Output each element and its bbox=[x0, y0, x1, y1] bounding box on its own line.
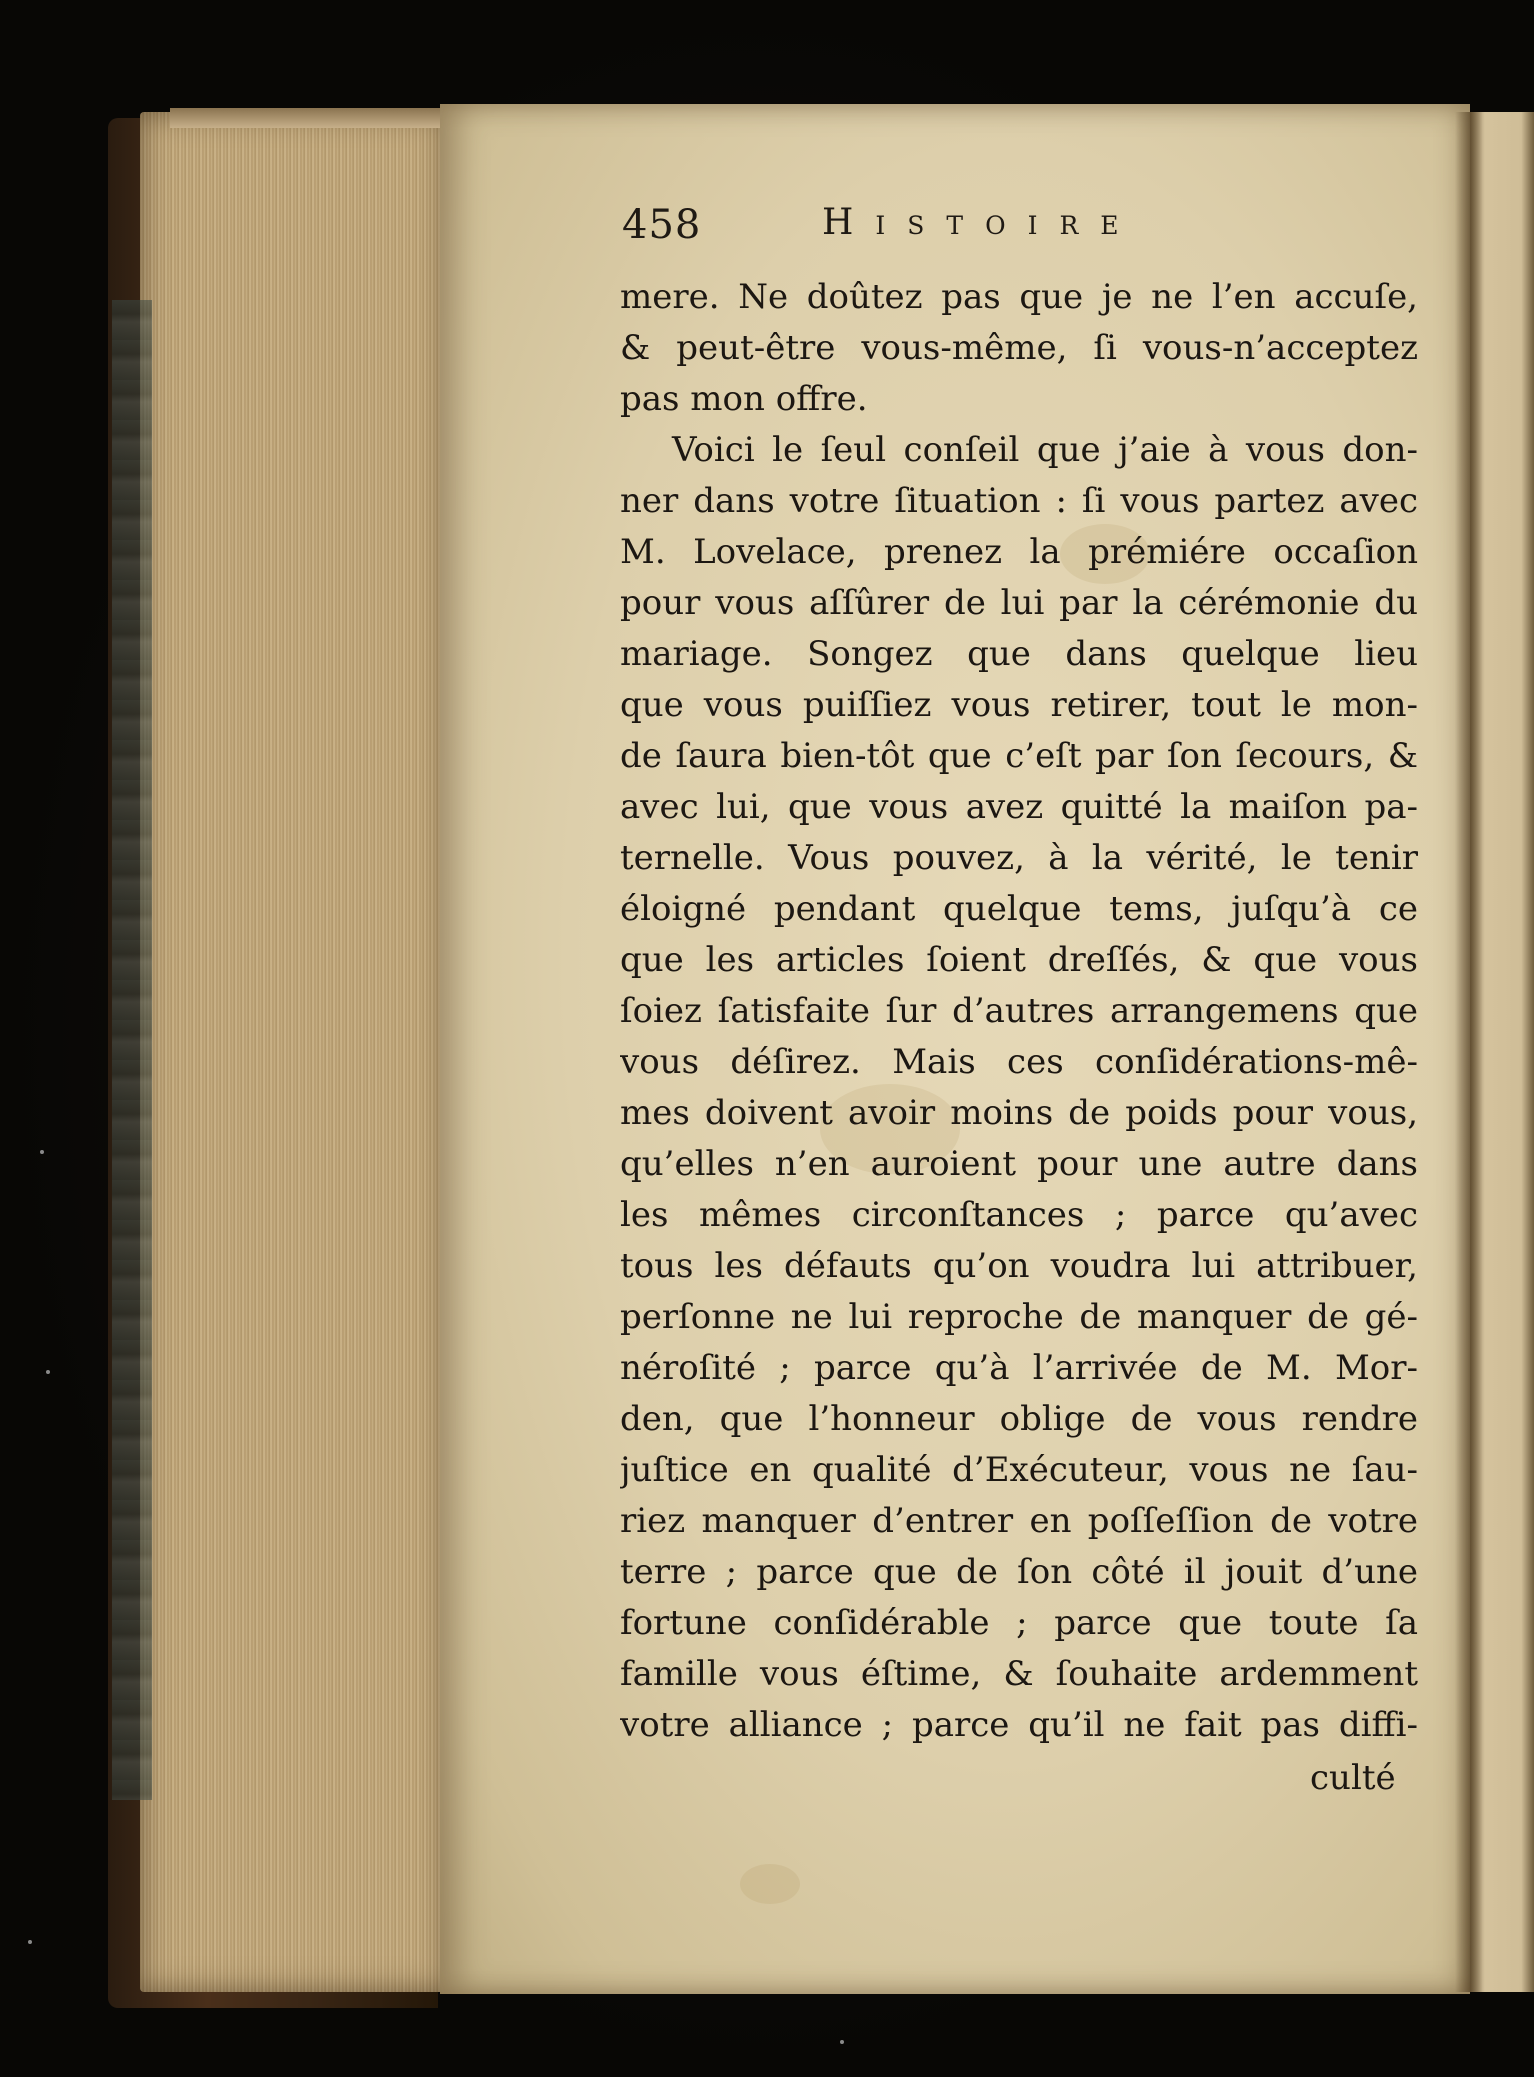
text-line: mere. Ne doûtez pas que je ne l’en accuſe, bbox=[620, 277, 1418, 317]
text-line: riez manquer d’entrer en poſſeſſion de votre bbox=[620, 1501, 1418, 1541]
book-page bbox=[440, 104, 1470, 1994]
text-line: qu’elles n’en auroient pour une autre dans bbox=[620, 1144, 1418, 1184]
text-line: mes doivent avoir moins de poids pour vous, bbox=[620, 1093, 1418, 1133]
text-line: terre ; parce que de ſon côté il jouit d’une bbox=[620, 1552, 1418, 1592]
dust-speck bbox=[40, 1150, 44, 1154]
dust-speck bbox=[28, 1940, 32, 1944]
page-number: 458 bbox=[622, 202, 702, 248]
text-line: Voici le ſeul conſeil que j’aie à vous don- bbox=[672, 430, 1418, 470]
text-line: néroſité ; parce qu’à l’arrivée de M. Mor- bbox=[620, 1348, 1418, 1388]
catchword: culté bbox=[1310, 1758, 1396, 1798]
running-head bbox=[622, 202, 1402, 262]
foxing-stain bbox=[740, 1864, 800, 1904]
text-line: fortune conſidérable ; parce que toute ſa bbox=[620, 1603, 1418, 1643]
text-line: votre alliance ; parce qu’il ne fait pas diffi- bbox=[620, 1705, 1418, 1745]
text-line: que les articles ſoient dreſſés, & que vous bbox=[620, 940, 1418, 980]
page-gutter bbox=[1455, 112, 1485, 1992]
text-line: ſoiez ſatisfaite ſur d’autres arrangemens que bbox=[620, 991, 1418, 1031]
running-head-title: Histoire bbox=[822, 202, 1141, 243]
text-line: éloigné pendant quelque tems, juſqu’à ce bbox=[620, 889, 1418, 929]
text-line: vous déſirez. Mais ces conſidérations-mê- bbox=[620, 1042, 1418, 1082]
text-line: famille vous éſtime, & ſouhaite ardemment bbox=[620, 1654, 1418, 1694]
text-line: juſtice en qualité d’Exécuteur, vous ne ſau- bbox=[620, 1450, 1418, 1490]
text-line: & peut-être vous-même, ſi vous-n’acceptez bbox=[620, 328, 1418, 368]
text-line: avec lui, que vous avez quitté la maiſon pa- bbox=[620, 787, 1418, 827]
text-line: de ſaura bien-tôt que c’eſt par ſon ſecours, & bbox=[620, 736, 1418, 776]
page-edges-top bbox=[170, 108, 460, 128]
page-edges bbox=[140, 112, 448, 1992]
text-line: les mêmes circonſtances ; parce qu’avec bbox=[620, 1195, 1418, 1235]
dust-speck bbox=[46, 1370, 50, 1374]
body-text bbox=[620, 272, 1418, 1751]
dust-speck bbox=[840, 2040, 844, 2044]
text-line: M. Lovelace, prenez la prémiére occaſion bbox=[620, 532, 1418, 572]
text-line: mariage. Songez que dans quelque lieu bbox=[620, 634, 1418, 674]
text-line: pour vous aſſûrer de lui par la cérémonie du bbox=[620, 583, 1418, 623]
text-line: que vous puiſſiez vous retirer, tout le mon- bbox=[620, 685, 1418, 725]
text-line: ner dans votre ſituation : ſi vous partez avec bbox=[620, 481, 1418, 521]
text-line: den, que l’honneur oblige de vous rendre bbox=[620, 1399, 1418, 1439]
text-line: pas mon offre. bbox=[620, 379, 868, 419]
cover-wear bbox=[112, 300, 152, 1800]
text-line: ternelle. Vous pouvez, à la vérité, le tenir bbox=[620, 838, 1418, 878]
text-line: perſonne ne lui reproche de manquer de gé- bbox=[620, 1297, 1418, 1337]
text-line: tous les défauts qu’on voudra lui attribuer, bbox=[620, 1246, 1418, 1286]
